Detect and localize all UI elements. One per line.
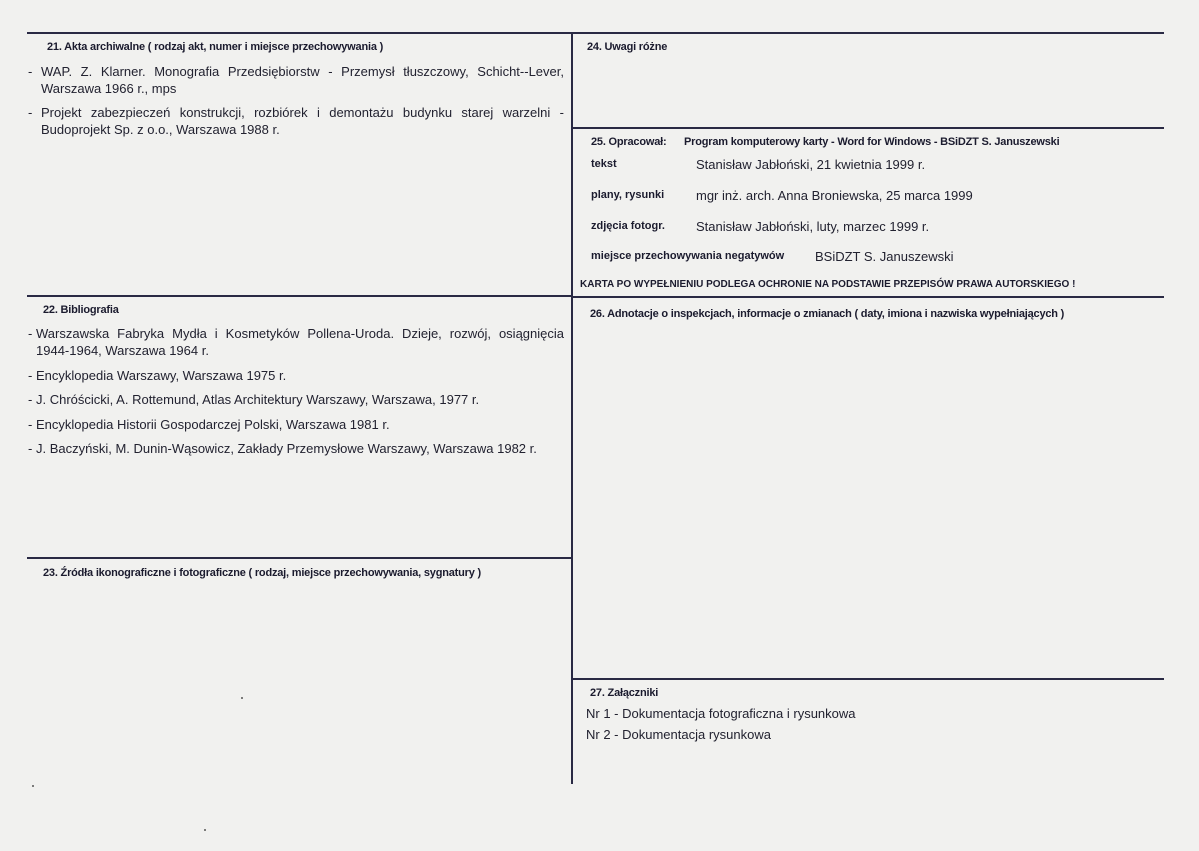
divider-21-22	[27, 295, 572, 297]
scan-speck	[32, 785, 34, 787]
list-item: - J. Chróścicki, A. Rottemund, Atlas Architektury Warszawy, Warszawa, 1977 r.	[28, 391, 564, 408]
list-item: - Projekt zabezpieczeń konstrukcji, rozbiórek i demontażu budynku starej warzelni - Budoprojekt Sp. z o.o., Warszawa 1988 r.	[28, 105, 564, 137]
list-item: - Encyklopedia Warszawy, Warszawa 1975 r.	[28, 367, 564, 384]
section-25-title-value: Program komputerowy karty - Word for Windows - BSiDZT S. Januszewski	[684, 136, 1060, 148]
list-item-text: Encyklopedia Historii Gospodarczej Polski, Warszawa 1981 r.	[36, 417, 390, 432]
list-item-text: Warszawska Fabryka Mydła i Kosmetyków Pollena-Uroda. Dzieje, rozwój, osiągnięcia 1944-1964, Warszawa 1964 r.	[36, 326, 564, 358]
list-item-text: J. Chróścicki, A. Rottemund, Atlas Architektury Warszawy, Warszawa, 1977 r.	[36, 392, 480, 407]
author-text-value: Stanisław Jabłoński, 21 kwietnia 1999 r.	[696, 157, 926, 172]
divider-24-25	[572, 127, 1164, 129]
section-21-title: 21. Akta archiwalne ( rodzaj akt, numer i miejsce przechowywania )	[47, 41, 384, 53]
divider-25-26	[572, 296, 1164, 298]
list-item: - WAP. Z. Klarner. Monografia Przedsiębiorstw - Przemysł tłuszczowy, Schicht--Lever, Warszawa 1966 r., mps	[28, 64, 564, 96]
photos-value: Stanisław Jabłoński, luty, marzec 1999 r.	[696, 219, 930, 234]
scan-speck	[204, 829, 206, 831]
plans-value: mgr inż. arch. Anna Broniewska, 25 marca 1999	[696, 188, 973, 203]
plans-label: plany, rysunki	[591, 189, 665, 201]
attachment-item: Nr 1 - Dokumentacja fotograficzna i rysunkowa	[586, 706, 856, 721]
negatives-label: miejsce przechowywania negatywów	[591, 250, 785, 262]
divider-26-27	[572, 678, 1164, 680]
divider-22-23	[27, 557, 572, 559]
list-item-text: Encyklopedia Warszawy, Warszawa 1975 r.	[36, 368, 287, 383]
list-item: - J. Baczyński, M. Dunin-Wąsowicz, Zakłady Przemysłowe Warszawy, Warszawa 1982 r.	[28, 440, 564, 457]
section-25-title-label: 25. Opracował:	[591, 136, 667, 148]
list-item-text: J. Baczyński, M. Dunin-Wąsowicz, Zakłady Przemysłowe Warszawy, Warszawa 1982 r.	[36, 441, 537, 456]
photos-label: zdjęcia fotogr.	[591, 220, 665, 232]
list-item-text: WAP. Z. Klarner. Monografia Przedsiębiorstw - Przemysł tłuszczowy, Schicht--Lever, Warszawa 1966 r., mps	[41, 64, 564, 96]
list-item-text: Projekt zabezpieczeń konstrukcji, rozbiórek i demontażu budynku starej warzelni - Budoprojekt Sp. z o.o., Warszawa 1988 r.	[41, 105, 564, 137]
section-22-title: 22. Bibliografia	[43, 304, 119, 316]
list-item: - Encyklopedia Historii Gospodarczej Polski, Warszawa 1981 r.	[28, 416, 564, 433]
section-27-title: 27. Załączniki	[590, 687, 659, 699]
list-item: - Warszawska Fabryka Mydła i Kosmetyków Pollena-Uroda. Dzieje, rozwój, osiągnięcia 1944-1964, Warszawa 1964 r.	[28, 326, 564, 358]
section-26-title: 26. Adnotacje o inspekcjach, informacje o zmianach ( daty, imiona i nazwiska wypełniających )	[590, 308, 1065, 320]
attachment-item: Nr 2 - Dokumentacja rysunkowa	[586, 727, 771, 742]
scan-speck	[241, 697, 243, 699]
section-24-title: 24. Uwagi różne	[587, 41, 668, 53]
top-border	[27, 32, 1164, 34]
section-23-title: 23. Źródła ikonograficzne i fotograficzne ( rodzaj, miejsce przechowywania, sygnatury )	[43, 567, 481, 579]
center-divider	[571, 32, 573, 784]
author-text-label: tekst	[591, 158, 617, 170]
copyright-notice: KARTA PO WYPEŁNIENIU PODLEGA OCHRONIE NA PODSTAWIE PRZEPISÓW PRAWA AUTORSKIEGO !	[580, 279, 1076, 290]
negatives-value: BSiDZT S. Januszewski	[815, 249, 954, 264]
